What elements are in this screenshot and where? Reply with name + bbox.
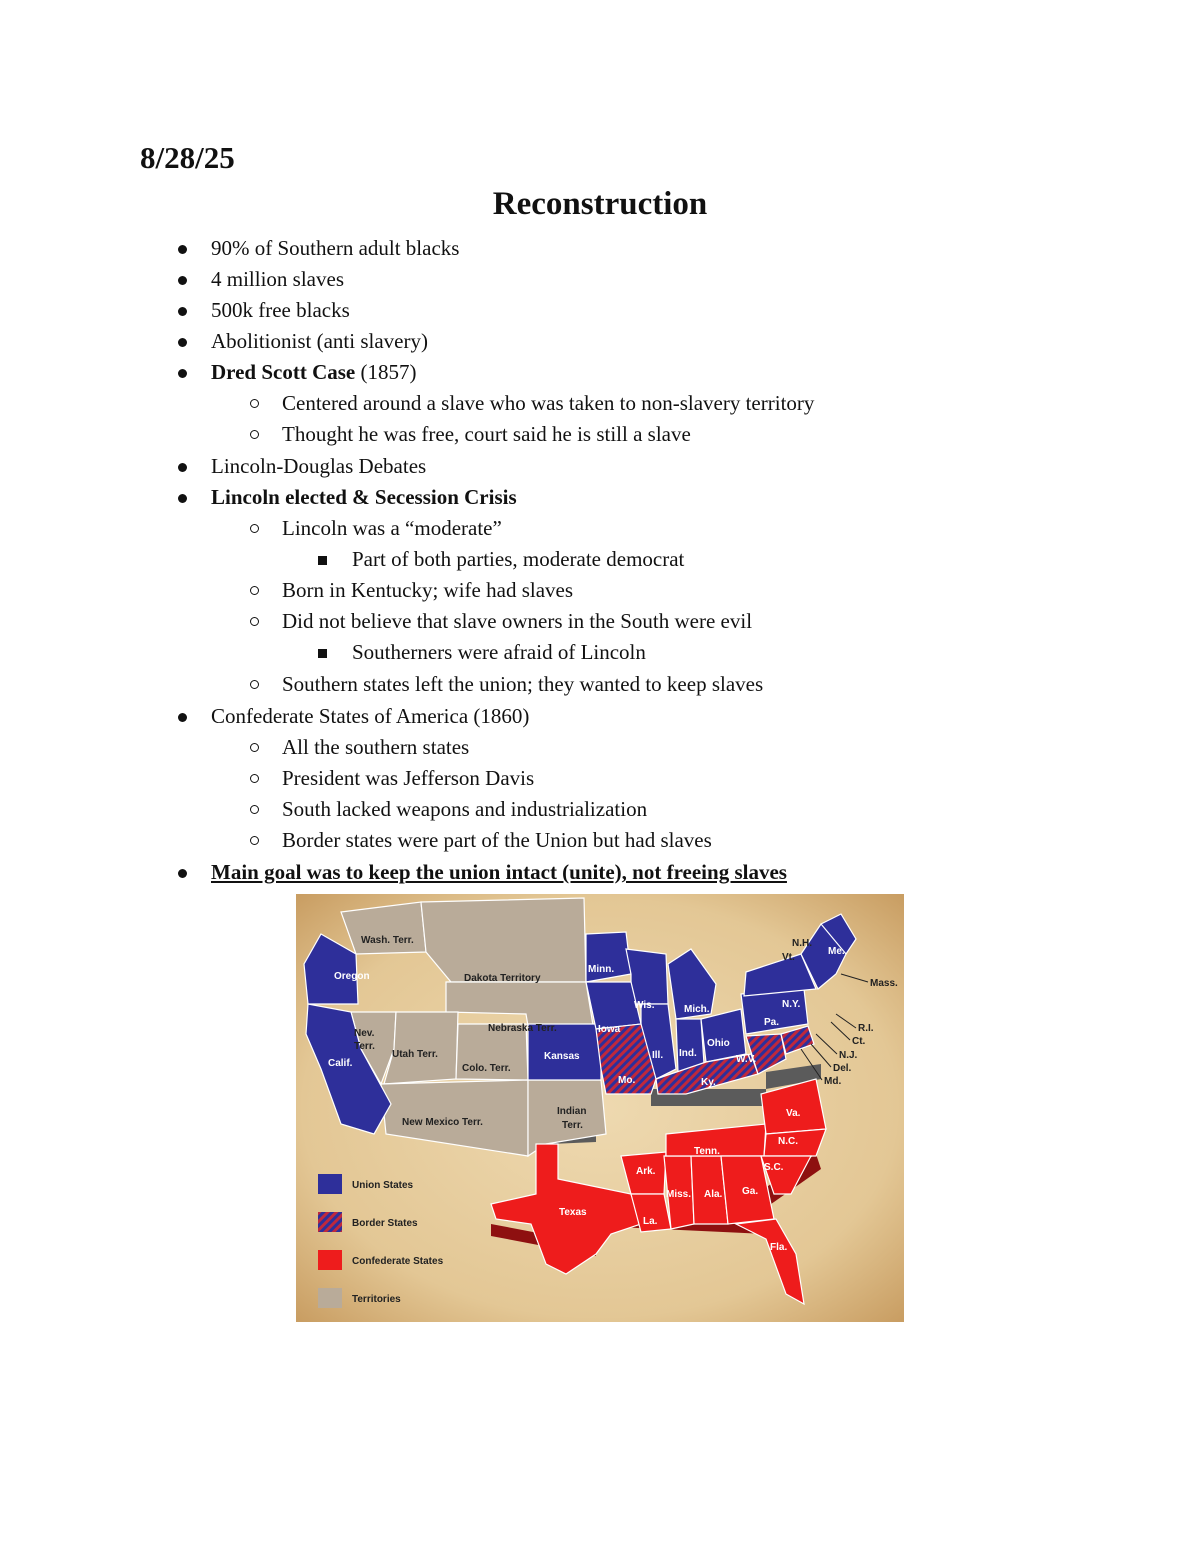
label-ny: N.Y. [782, 999, 801, 1010]
label-mich: Mich. [684, 1004, 710, 1015]
note-text: Abolitionist (anti slavery) [211, 329, 428, 353]
utah-territory [384, 1012, 458, 1084]
note-text: President was Jefferson Davis [282, 766, 535, 790]
label-ri: R.I. [858, 1023, 874, 1034]
label-wash: Wash. Terr. [361, 935, 414, 946]
note-text: 90% of Southern adult blacks [211, 236, 460, 260]
label-colo: Colo. Terr. [462, 1063, 511, 1074]
bullet-icon [178, 713, 187, 722]
label-fla: Fla. [770, 1242, 788, 1253]
label-ark: Ark. [636, 1166, 656, 1177]
bullet-icon [250, 586, 259, 595]
bullet-icon [250, 524, 259, 533]
label-wis: Wis. [634, 1000, 655, 1011]
dakota-territory [421, 898, 586, 982]
legend-swatch-union [318, 1174, 342, 1194]
label-tenn: Tenn. [694, 1146, 720, 1157]
note-bold-text: Dred Scott Case [211, 360, 356, 384]
bullet-icon [250, 774, 259, 783]
legend-confederate: Confederate States [352, 1256, 444, 1267]
bullet-icon [178, 869, 187, 878]
bullet-icon [250, 617, 259, 626]
note-text [211, 357, 417, 388]
label-kansas: Kansas [544, 1051, 580, 1062]
note-text: All the southern states [282, 735, 470, 759]
bullet-icon [250, 680, 259, 689]
label-ga: Ga. [742, 1186, 759, 1197]
label-ind: Ind. [679, 1048, 697, 1059]
label-dakota: Dakota Territory [464, 973, 541, 984]
label-sc: S.C. [764, 1162, 784, 1173]
civil-war-map [296, 894, 904, 1322]
bullet-icon [178, 494, 187, 503]
label-del: Del. [833, 1063, 852, 1074]
label-md: Md. [824, 1076, 842, 1087]
bullet-icon [178, 463, 187, 472]
bullet-icon [250, 743, 259, 752]
note-text: Part of both parties, moderate democrat [352, 547, 685, 571]
bullet-icon [178, 369, 187, 378]
label-ky: Ky. [701, 1077, 716, 1088]
note-text: Border states were part of the Union but had slaves [282, 828, 712, 852]
legend-border: Border States [352, 1218, 418, 1229]
label-minn: Minn. [588, 964, 615, 975]
bullet-icon [178, 276, 187, 285]
label-nj: N.J. [839, 1050, 858, 1061]
note-text-rest: (1857) [355, 360, 417, 384]
legend-union: Union States [352, 1180, 414, 1191]
label-me: Me. [828, 946, 845, 957]
bullet-icon [318, 556, 327, 565]
iowa [586, 982, 641, 1029]
label-miss: Miss. [666, 1189, 692, 1200]
label-nc: N.C. [778, 1136, 798, 1147]
label-nev2: Terr. [354, 1041, 375, 1052]
label-indian1: Indian [557, 1106, 587, 1117]
label-calif: Calif. [328, 1058, 353, 1069]
page-title: Reconstruction [492, 186, 708, 222]
note-text: Thought he was free, court said he is still a slave [282, 422, 691, 446]
legend-swatch-confederate [318, 1250, 342, 1270]
label-ct: Ct. [852, 1036, 866, 1047]
legend-swatch-border [318, 1212, 342, 1232]
note-text: 4 million slaves [211, 267, 344, 291]
label-nev1: Nev. [354, 1028, 375, 1039]
note-text: South lacked weapons and industrialization [282, 797, 648, 821]
label-ohio: Ohio [707, 1038, 730, 1049]
label-oregon: Oregon [334, 971, 370, 982]
bullet-icon [178, 338, 187, 347]
label-newmexico: New Mexico Terr. [402, 1117, 483, 1128]
bullet-icon [178, 307, 187, 316]
note-text: Born in Kentucky; wife had slaves [282, 578, 574, 602]
note-text: Southerners were afraid of Lincoln [352, 640, 646, 664]
label-nebraska: Nebraska Terr. [488, 1023, 557, 1034]
label-mo: Mo. [618, 1075, 636, 1086]
label-iowa: Iowa [598, 1024, 621, 1035]
label-la: La. [643, 1216, 658, 1227]
note-text: Centered around a slave who was taken to non-slavery territory [282, 391, 815, 415]
note-text: Main goal was to keep the union intact (unite), not freeing slaves [211, 860, 787, 884]
label-vt: Vt. [782, 952, 795, 963]
note-text: Lincoln elected & Secession Crisis [211, 485, 517, 509]
bullet-icon [250, 399, 259, 408]
label-wv: W.V. [736, 1054, 757, 1065]
label-indian2: Terr. [562, 1120, 583, 1131]
label-va: Va. [786, 1108, 801, 1119]
document-date: 8/28/25 [140, 140, 235, 175]
label-texas: Texas [559, 1207, 587, 1218]
note-text: Confederate States of America (1860) [211, 704, 530, 728]
bullet-icon [318, 649, 327, 658]
label-ala: Ala. [704, 1189, 723, 1200]
bullet-icon [178, 245, 187, 254]
label-mass: Mass. [870, 978, 898, 989]
note-text: Lincoln was a “moderate” [282, 516, 502, 540]
note-text: 500k free blacks [211, 298, 350, 322]
legend-territories: Territories [352, 1294, 401, 1305]
bullet-icon [250, 836, 259, 845]
legend-swatch-territories [318, 1288, 342, 1308]
note-text: Lincoln-Douglas Debates [211, 454, 427, 478]
bullet-icon [250, 805, 259, 814]
label-pa: Pa. [764, 1017, 780, 1028]
note-text: Southern states left the union; they wanted to keep slaves [282, 672, 764, 696]
bullet-icon [250, 430, 259, 439]
label-nh: N.H. [792, 938, 812, 949]
label-utah: Utah Terr. [392, 1049, 438, 1060]
label-ill: Ill. [652, 1050, 664, 1061]
note-text: Did not believe that slave owners in the South were evil [282, 609, 753, 633]
